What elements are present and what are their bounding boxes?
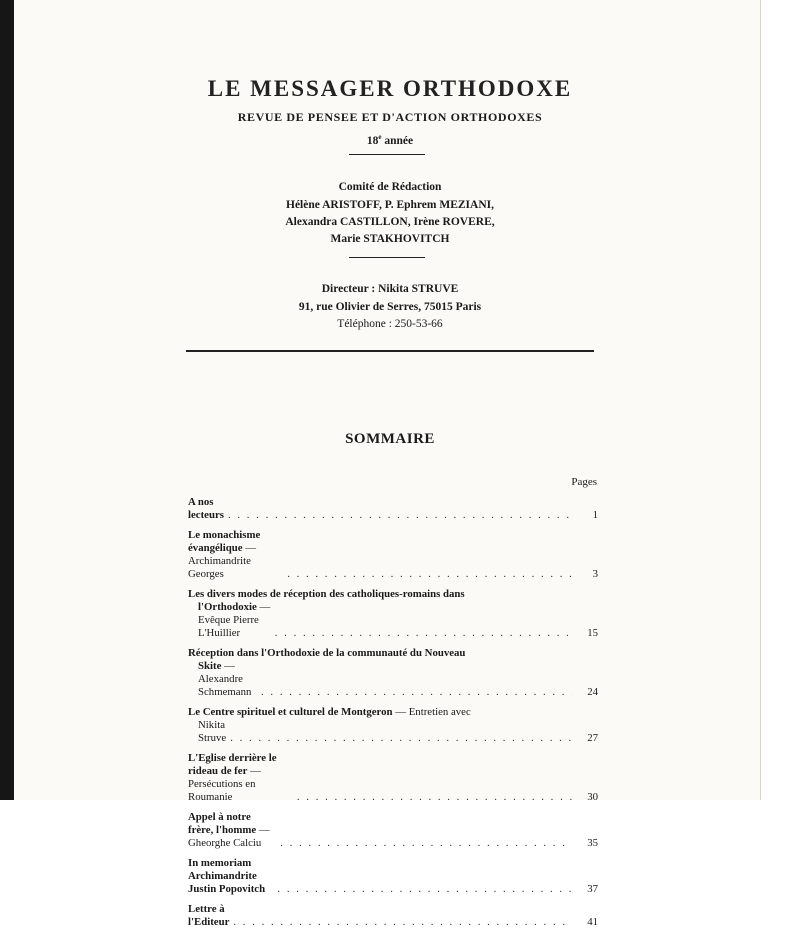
toc-title: Le Centre spirituel et culturel de Montgeron bbox=[188, 706, 393, 718]
director-address: 91, rue Olivier de Serres, 75015 Paris bbox=[298, 301, 482, 313]
dot-leader bbox=[233, 916, 572, 929]
dot-leader bbox=[275, 627, 572, 640]
toc-title: Appel à notre frère, l'homme bbox=[188, 811, 257, 836]
director-line: Directeur : Nikita STRUVE bbox=[321, 283, 459, 295]
divider-rule bbox=[349, 257, 425, 258]
toc-entry[interactable] bbox=[188, 903, 598, 929]
dot-leader bbox=[230, 732, 572, 745]
toc-title: Les divers modes de réception des catholiques-romains dans bbox=[188, 588, 465, 600]
dot-leader bbox=[277, 883, 572, 896]
pages-column-label: Pages bbox=[571, 476, 597, 488]
toc-page-number: 1 bbox=[592, 509, 598, 521]
dot-leader bbox=[228, 509, 572, 522]
year-word: année bbox=[381, 134, 414, 147]
dot-leader bbox=[287, 568, 572, 581]
year-suffix: e bbox=[378, 133, 382, 141]
committee-line-3: Marie STAKHOVITCH bbox=[330, 233, 450, 245]
toc-author: — Entretien avec bbox=[392, 706, 471, 718]
toc-page-number: 24 bbox=[587, 686, 598, 698]
toc-author: — Persécutions en Roumanie bbox=[188, 765, 261, 803]
dot-leader bbox=[261, 686, 572, 699]
toc-title: L'Eglise derrière le rideau de fer bbox=[188, 752, 277, 777]
toc-entry[interactable] bbox=[188, 588, 598, 640]
toc-title-continued: Skite bbox=[198, 660, 222, 672]
toc-title: A nos lecteurs bbox=[188, 496, 224, 521]
director-phone: Téléphone : 250-53-66 bbox=[337, 318, 443, 330]
toc-title: In memoriam Archimandrite Justin Popovitch bbox=[188, 857, 266, 895]
toc-page-number: 15 bbox=[587, 627, 598, 639]
journal-title: LE MESSAGER ORTHODOXE bbox=[207, 76, 573, 101]
toc-page-number: 37 bbox=[587, 883, 598, 895]
toc-title: Réception dans l'Orthodoxie de la communauté du Nouveau bbox=[188, 647, 466, 659]
section-rule bbox=[186, 350, 594, 352]
toc-entry[interactable] bbox=[188, 529, 598, 581]
committee-line-2: Alexandra CASTILLON, Irène ROVERE, bbox=[285, 216, 495, 228]
toc-entry[interactable] bbox=[188, 496, 598, 522]
toc-page-number: 30 bbox=[587, 791, 598, 803]
toc-page-number: 41 bbox=[587, 916, 598, 928]
toc-title-continued: l'Orthodoxie bbox=[198, 601, 257, 613]
toc-author: — Archimandrite Georges bbox=[188, 542, 257, 580]
committee-heading: Comité de Rédaction bbox=[338, 181, 442, 193]
table-of-contents bbox=[188, 496, 598, 936]
toc-entry[interactable] bbox=[188, 706, 598, 745]
toc-page-number: 3 bbox=[592, 568, 598, 580]
dot-leader bbox=[280, 837, 572, 850]
toc-author: — Alexandre Schmemann bbox=[198, 660, 252, 698]
toc-entry[interactable] bbox=[188, 811, 598, 850]
toc-entry[interactable] bbox=[188, 752, 598, 804]
divider-rule bbox=[349, 154, 425, 155]
toc-title: Le monachisme évangélique bbox=[188, 529, 261, 554]
toc-entry[interactable] bbox=[188, 647, 598, 699]
dot-leader bbox=[297, 791, 572, 804]
toc-page-number: 27 bbox=[587, 732, 598, 744]
journal-year bbox=[0, 133, 780, 147]
toc-author-continued: Nikita Struve bbox=[198, 719, 227, 744]
toc-page-number: 35 bbox=[587, 837, 598, 849]
toc-author: — Evêque Pierre L'Huillier bbox=[198, 601, 271, 639]
toc-entry[interactable] bbox=[188, 857, 598, 896]
year-number: 18 bbox=[366, 134, 379, 147]
toc-author: — Gheorghe Calciu bbox=[188, 824, 270, 849]
committee-line-1: Hélène ARISTOFF, P. Ephrem MEZIANI, bbox=[286, 199, 494, 211]
toc-title: Lettre à l'Editeur bbox=[188, 903, 230, 928]
journal-subtitle: REVUE DE PENSEE ET D'ACTION ORTHODOXES bbox=[237, 110, 543, 124]
contents-heading: SOMMAIRE bbox=[345, 431, 435, 447]
